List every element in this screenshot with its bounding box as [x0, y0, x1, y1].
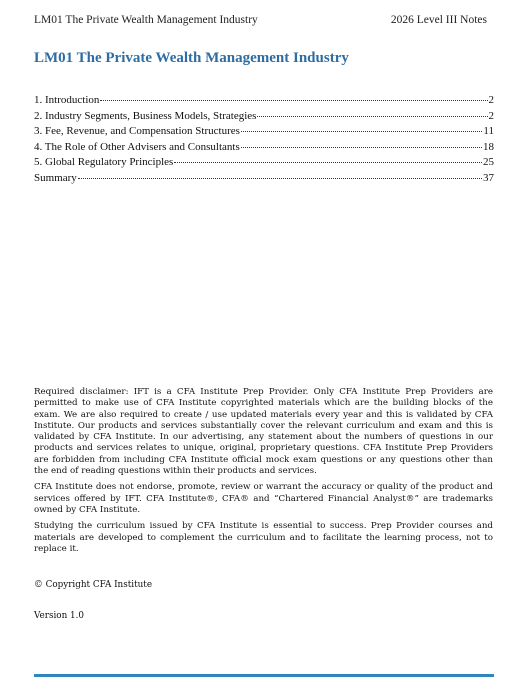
- toc-entry-label: 1. Introduction: [34, 94, 100, 106]
- toc-entry-label: 4. The Role of Other Advisers and Consultants: [34, 140, 240, 153]
- header-right-text: 2026 Level III Notes: [390, 14, 487, 26]
- copyright-notice: © Copyright CFA Institute: [34, 580, 153, 590]
- toc-entry-page: 11: [483, 125, 494, 138]
- toc-leader-dots: [174, 162, 482, 163]
- toc-leader-dots: [257, 116, 487, 117]
- toc-entry[interactable]: [34, 109, 494, 125]
- curriculum-paragraph: Studying the curriculum issued by CFA Institute is essential to success. Prep Provider courses and materials are developed to complement the curriculum and to facilitate the learning process, not to replace it.: [34, 521, 493, 554]
- toc-entry[interactable]: [34, 155, 494, 171]
- toc-entry-label: 5. Global Regulatory Principles: [34, 156, 174, 169]
- toc-entry-page: 2: [488, 109, 494, 122]
- page-header: [34, 14, 487, 26]
- toc-leader-dots: [100, 100, 487, 101]
- disclaimer-paragraph: Required disclaimer: IFT is a CFA Institute Prep Provider. Only CFA Institute Prep Providers are permitted to make use of CFA Institute copyrighted materials which are the building blocks of the exam. We are also required to create / use updated materials every year and this is validated by CFA Institute. Our products and services substantially cover the relevant curriculum and exam and this is validated by CFA Institute. In our advertising, any statement about the numbers of questions in our products and services relates to unique, original, proprietary questions. CFA Institute Prep Providers are forbidden from including CFA Institute official mock exam questions or any questions other than the end of reading questions within their products and services.: [34, 387, 493, 477]
- toc-entry-page: 2: [488, 94, 494, 106]
- table-of-contents: [34, 93, 494, 187]
- toc-entry-label: 2. Industry Segments, Business Models, Strategies: [34, 109, 257, 122]
- toc-entry-page: 18: [483, 140, 494, 153]
- header-left-text: LM01 The Private Wealth Management Industry: [34, 14, 258, 26]
- toc-leader-dots: [78, 178, 482, 179]
- toc-entry[interactable]: [34, 171, 494, 187]
- version-label: Version 1.0: [34, 611, 85, 621]
- toc-entry[interactable]: [34, 93, 494, 109]
- document-title: LM01 The Private Wealth Management Industry: [34, 50, 349, 66]
- toc-entry-page: 25: [483, 156, 494, 169]
- disclaimer-block: [34, 387, 493, 560]
- toc-entry-page: 37: [483, 171, 494, 184]
- toc-entry[interactable]: [34, 124, 494, 140]
- toc-entry-label: 3. Fee, Revenue, and Compensation Structures: [34, 125, 240, 138]
- toc-entry[interactable]: [34, 140, 494, 156]
- toc-entry-label: Summary: [34, 171, 77, 184]
- trademark-paragraph: CFA Institute does not endorse, promote, review or warrant the accuracy or quality of the product and services offered by IFT. CFA Institute®, CFA® and “Chartered Financial Analyst®” are trademarks owned by CFA Institute.: [34, 482, 493, 515]
- toc-leader-dots: [241, 147, 482, 148]
- toc-leader-dots: [241, 131, 483, 132]
- footer-divider: [34, 674, 494, 677]
